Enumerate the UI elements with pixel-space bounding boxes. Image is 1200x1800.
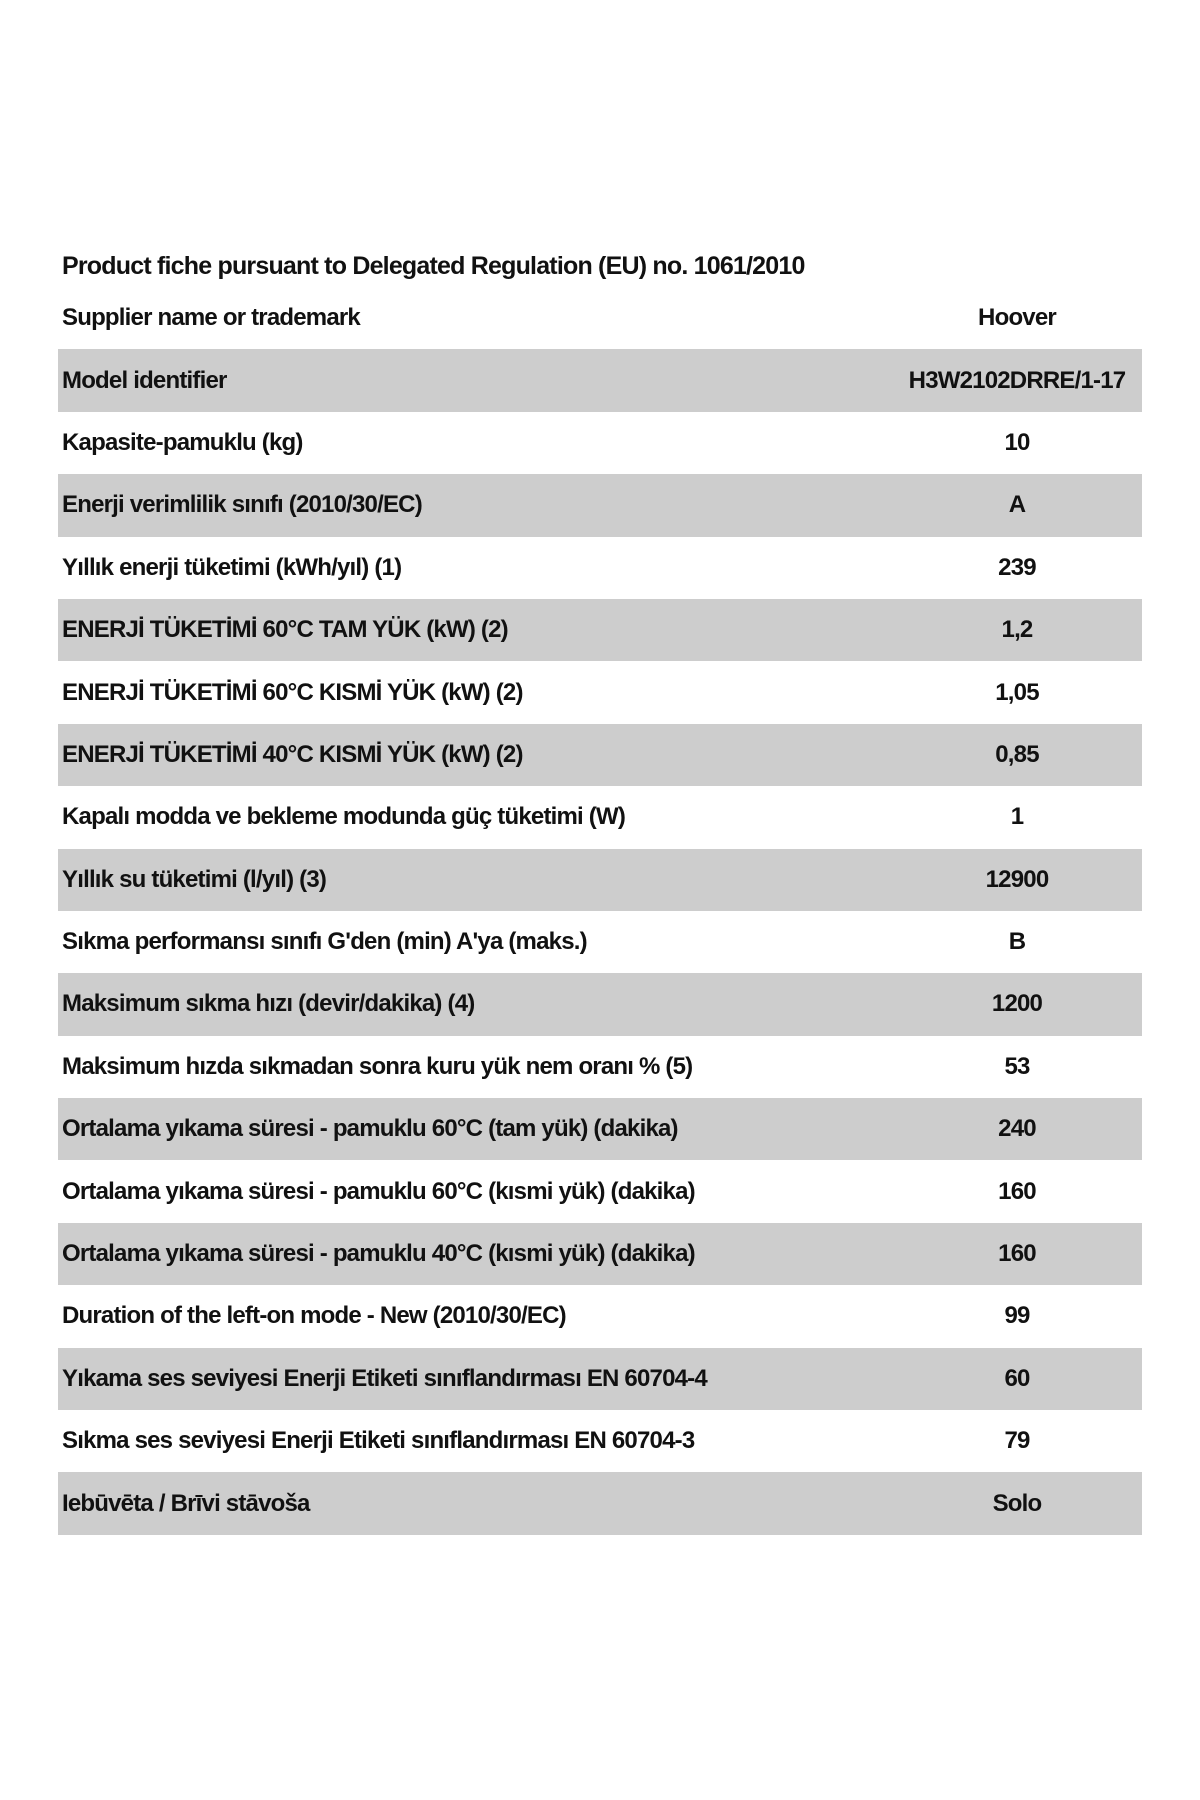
table-row xyxy=(58,1036,1142,1098)
table-row xyxy=(58,1160,1142,1222)
row-value: 10 xyxy=(1004,428,1030,456)
row-label: Ortalama yıkama süresi - pamuklu 60°C (tam yük) (dakika) xyxy=(62,1115,678,1143)
table-row xyxy=(58,349,1142,411)
row-value: B xyxy=(1008,928,1026,956)
table-row xyxy=(58,1285,1142,1347)
row-label: Yıllık su tüketimi (l/yıl) (3) xyxy=(62,865,327,893)
fiche-title: Product fiche pursuant to Delegated Regulation (EU) no. 1061/2010 xyxy=(62,252,805,280)
row-label: Maksimum hızda sıkmadan sonra kuru yük nem oranı % (5) xyxy=(62,1052,693,1080)
table-row xyxy=(58,1472,1142,1534)
row-label: Duration of the left-on mode - New (2010/30/EC) xyxy=(62,1302,566,1330)
row-value: 53 xyxy=(1004,1052,1030,1080)
row-label: Maksimum sıkma hızı (devir/dakika) (4) xyxy=(62,990,475,1018)
table-row xyxy=(58,412,1142,474)
row-value: Hoover xyxy=(978,304,1056,332)
row-value: 1,05 xyxy=(995,678,1039,706)
table-row xyxy=(58,1223,1142,1285)
row-value: 12900 xyxy=(985,865,1049,893)
table-row xyxy=(58,599,1142,661)
row-label: Yıllık enerji tüketimi (kWh/yıl) (1) xyxy=(62,553,402,581)
row-label: Enerji verimlilik sınıfı (2010/30/EC) xyxy=(62,491,422,519)
row-value: 1 xyxy=(1010,803,1024,831)
row-value: 60 xyxy=(1004,1364,1030,1392)
row-value: 239 xyxy=(998,553,1036,581)
table-row xyxy=(58,537,1142,599)
table-row xyxy=(58,849,1142,911)
row-label: Supplier name or trademark xyxy=(62,304,360,332)
table-row xyxy=(58,1098,1142,1160)
table-row xyxy=(58,474,1142,536)
row-value: 160 xyxy=(998,1240,1036,1268)
row-label: Kapasite-pamuklu (kg) xyxy=(62,428,303,456)
row-value: H3W2102DRRE/1-17 xyxy=(908,366,1126,394)
row-label: Ortalama yıkama süresi - pamuklu 40°C (kısmi yük) (dakika) xyxy=(62,1240,695,1268)
row-label: Ortalama yıkama süresi - pamuklu 60°C (kısmi yük) (dakika) xyxy=(62,1177,695,1205)
row-label: ENERJİ TÜKETİMİ 60°C TAM YÜK (kW) (2) xyxy=(62,616,508,644)
row-label: Sıkma ses seviyesi Enerji Etiketi sınıflandırması EN 60704-3 xyxy=(62,1427,695,1455)
row-value: 99 xyxy=(1004,1302,1030,1330)
row-label: Sıkma performansı sınıfı G'den (min) A'ya (maks.) xyxy=(62,928,587,956)
row-value: Solo xyxy=(992,1489,1042,1517)
row-value: 1,2 xyxy=(1001,616,1033,644)
row-value: A xyxy=(1008,491,1026,519)
row-label: Kapalı modda ve bekleme modunda güç tüketimi (W) xyxy=(62,803,626,831)
row-label: ENERJİ TÜKETİMİ 60°C KISMİ YÜK (kW) (2) xyxy=(62,678,523,706)
product-fiche xyxy=(58,245,1142,1535)
row-value: 240 xyxy=(998,1115,1036,1143)
row-value: 79 xyxy=(1004,1427,1030,1455)
table-row xyxy=(58,724,1142,786)
table-row xyxy=(58,1348,1142,1410)
row-value: 160 xyxy=(998,1177,1036,1205)
row-label: Yıkama ses seviyesi Enerji Etiketi sınıflandırması EN 60704-4 xyxy=(62,1364,707,1392)
table-row xyxy=(58,287,1142,349)
table-row xyxy=(58,911,1142,973)
row-label: Iebūvēta / Brīvi stāvoša xyxy=(62,1489,310,1517)
row-label: ENERJİ TÜKETİMİ 40°C KISMİ YÜK (kW) (2) xyxy=(62,740,523,768)
row-label: Model identifier xyxy=(62,366,227,394)
row-value: 1200 xyxy=(991,990,1043,1018)
table-row xyxy=(58,973,1142,1035)
row-value: 0,85 xyxy=(995,740,1039,768)
table-row xyxy=(58,786,1142,848)
table-row xyxy=(58,1410,1142,1472)
table-row xyxy=(58,661,1142,723)
